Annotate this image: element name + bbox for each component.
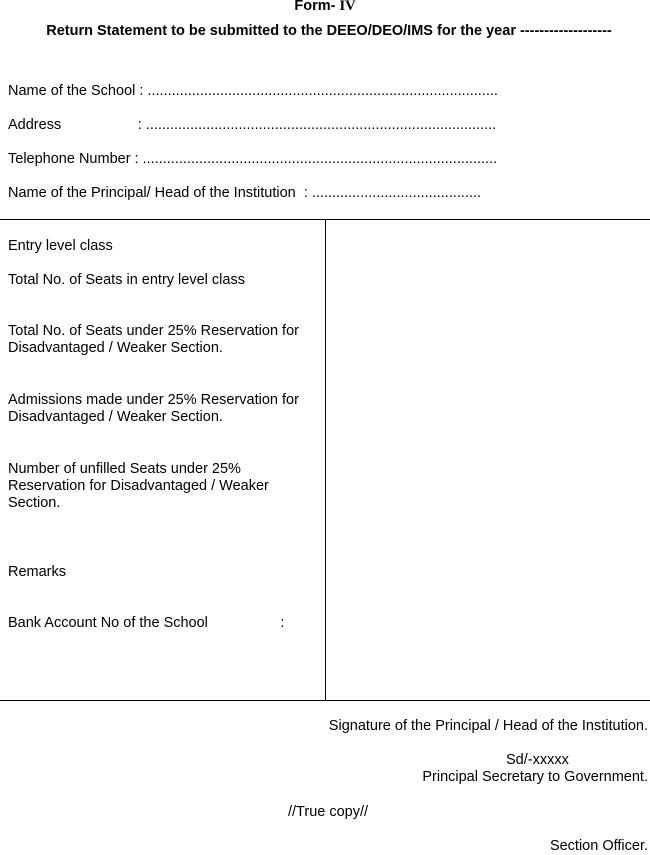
form-title — [0, 0, 650, 15]
row-unfilled-seats: Number of unfilled Seats under 25% Reservation for Disadvantaged / Weaker Section. — [8, 461, 269, 511]
field-address: Address : ....................................................................................... — [8, 117, 497, 133]
true-copy-line: //True copy// — [288, 804, 369, 820]
row-reserved-seats: Total No. of Seats under 25% Reservation for Disadvantaged / Weaker Section. — [8, 323, 299, 356]
row-bank-account: Bank Account No of the School : — [8, 615, 285, 631]
form-subtitle: Return Statement to be submitted to the DEEO/DEO/IMS for the year ------------------- — [46, 23, 612, 39]
field-telephone: Telephone Number : ........................................................................................ — [8, 151, 498, 167]
row-entry-level-class: Entry level class — [8, 238, 113, 254]
table-column-divider — [325, 219, 326, 700]
field-principal: Name of the Principal/ Head of the Institution : .......................................... — [8, 185, 482, 201]
row-total-seats: Total No. of Seats in entry level class — [8, 272, 245, 288]
field-school-name: Name of the School : ....................................................................................... — [8, 83, 498, 99]
secretary-line: Principal Secretary to Government. — [422, 769, 648, 785]
form-number: IV — [339, 0, 356, 14]
table-bottom-border — [0, 700, 650, 701]
signature-line: Signature of the Principal / Head of the Institution. — [328, 718, 648, 734]
section-officer-line: Section Officer. — [549, 838, 648, 854]
form-label: Form- — [294, 0, 336, 14]
row-remarks: Remarks — [8, 564, 67, 580]
sd-line: Sd/-xxxxx — [506, 752, 569, 768]
row-admissions: Admissions made under 25% Reservation for Disadvantaged / Weaker Section. — [8, 392, 299, 425]
